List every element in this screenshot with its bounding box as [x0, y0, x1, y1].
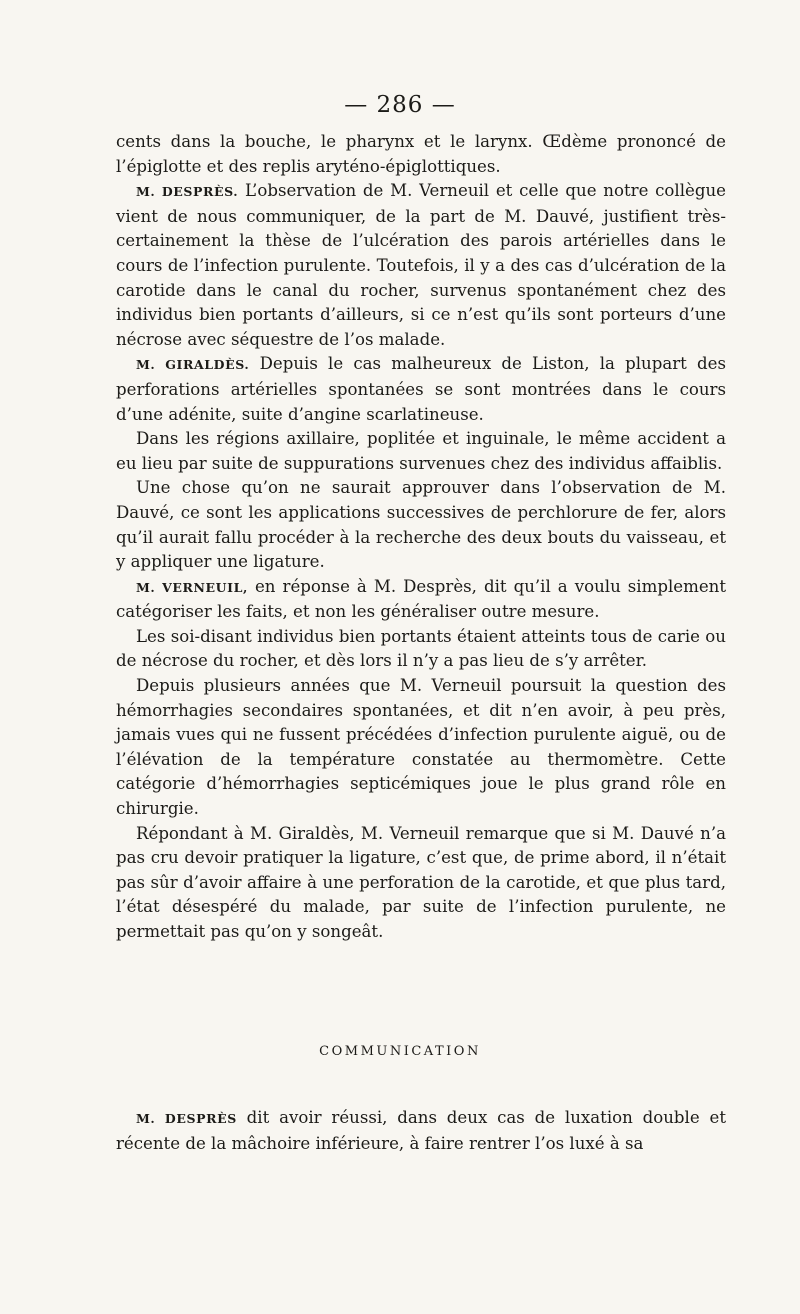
paragraph-text: en réponse à M. Desprès, dit qu’il a voulu simplement catégoriser les faits, et non les généraliser outre mesure.: [116, 576, 726, 622]
speaker-name: M. GIRALDÈS.: [136, 357, 250, 373]
paragraph-8: [116, 674, 726, 822]
communication-paragraph: [116, 1106, 726, 1156]
paragraph-text: Une chose qu’on ne saurait approuver dans l’observation de M. Dauvé, ce sont les applications successives de perchlorure de fer, alors qu’il aurait fallu procéder à la recherche des deux bouts du vaisseau, et y appliquer une ligature.: [116, 478, 726, 572]
paragraph-9: [116, 822, 726, 945]
paragraph-text: dit avoir réussi, dans deux cas de luxation double et récente de la mâchoire inférieure, à faire rentrer l’os luxé à sa: [116, 1108, 726, 1153]
section-heading: COMMUNICATION: [319, 1044, 481, 1059]
speaker-name: M. DESPRÈS: [136, 1111, 237, 1126]
paragraph-text: Répondant à M. Giraldès, M. Verneuil remarque que si M. Dauvé n’a pas cru devoir pratiquer la ligature, c’est que, de prime abord, il n’était pas sûr d’avoir affaire à une perforation de la carotide, et que plus tard, l’état désespéré du malade, par suite de l’infection purulente, ne permettait pas qu’on y songeât.: [116, 823, 726, 941]
communication-text: [116, 1106, 726, 1156]
body-text: [116, 130, 726, 945]
speaker-name: M. DESPRÈS.: [136, 184, 239, 200]
paragraph-text: cents dans la bouche, le pharynx et le larynx. Œdème prononcé de l’épiglotte et des replis aryténo-épiglottiques.: [116, 132, 726, 176]
paragraph-text: Dans les régions axillaire, poplitée et inguinale, le même accident a eu lieu par suite de suppurations survenues chez des individus affaiblis.: [116, 429, 726, 473]
paragraph-text: L’observation de M. Verneuil et celle que notre collègue vient de nous communiquer, de la part de M. Dauvé, justifient très-certainement la thèse de l’ulcération des parois artérielles dans le cours de l’infection purulente. Toutefois, il y a des cas d’ulcération de la carotide dans le canal du rocher, survenus spontanément chez des individus bien portants d’ailleurs, si ce n’est qu’ils sont porteurs d’une nécrose avec séquestre de l’os malade.: [116, 181, 726, 349]
paragraph-7: [116, 625, 726, 674]
paragraph-1: [116, 130, 726, 179]
paragraph-4: [116, 427, 726, 476]
paragraph-3: [116, 352, 726, 427]
page-number: — 286 —: [344, 92, 456, 118]
speaker-name: M. VERNEUIL,: [136, 579, 248, 595]
paragraph-2: [116, 179, 726, 352]
paragraph-6: [116, 575, 726, 625]
paragraph-text: Depuis le cas malheureux de Liston, la plupart des perforations artérielles spontanées se sont montrées dans le cours d’une adénite, suite d’angine scarlatineuse.: [116, 354, 726, 424]
paragraph-5: [116, 476, 726, 574]
paragraph-text: Les soi-disant individus bien portants étaient atteints tous de carie ou de nécrose du rocher, et dès lors il n’y a pas lieu de s’y arrêter.: [116, 626, 726, 671]
paragraph-text: Depuis plusieurs années que M. Verneuil poursuit la question des hémorrhagies secondaires spontanées, et dit n’en avoir, à peu près, jamais vues qui ne fussent précédées d’infection purulente aiguë, ou de l’élévation de la température constatée au thermomètre. Cette catégorie d’hémorrhagies septicémiques joue le plus grand rôle en chirurgie.: [116, 676, 726, 819]
